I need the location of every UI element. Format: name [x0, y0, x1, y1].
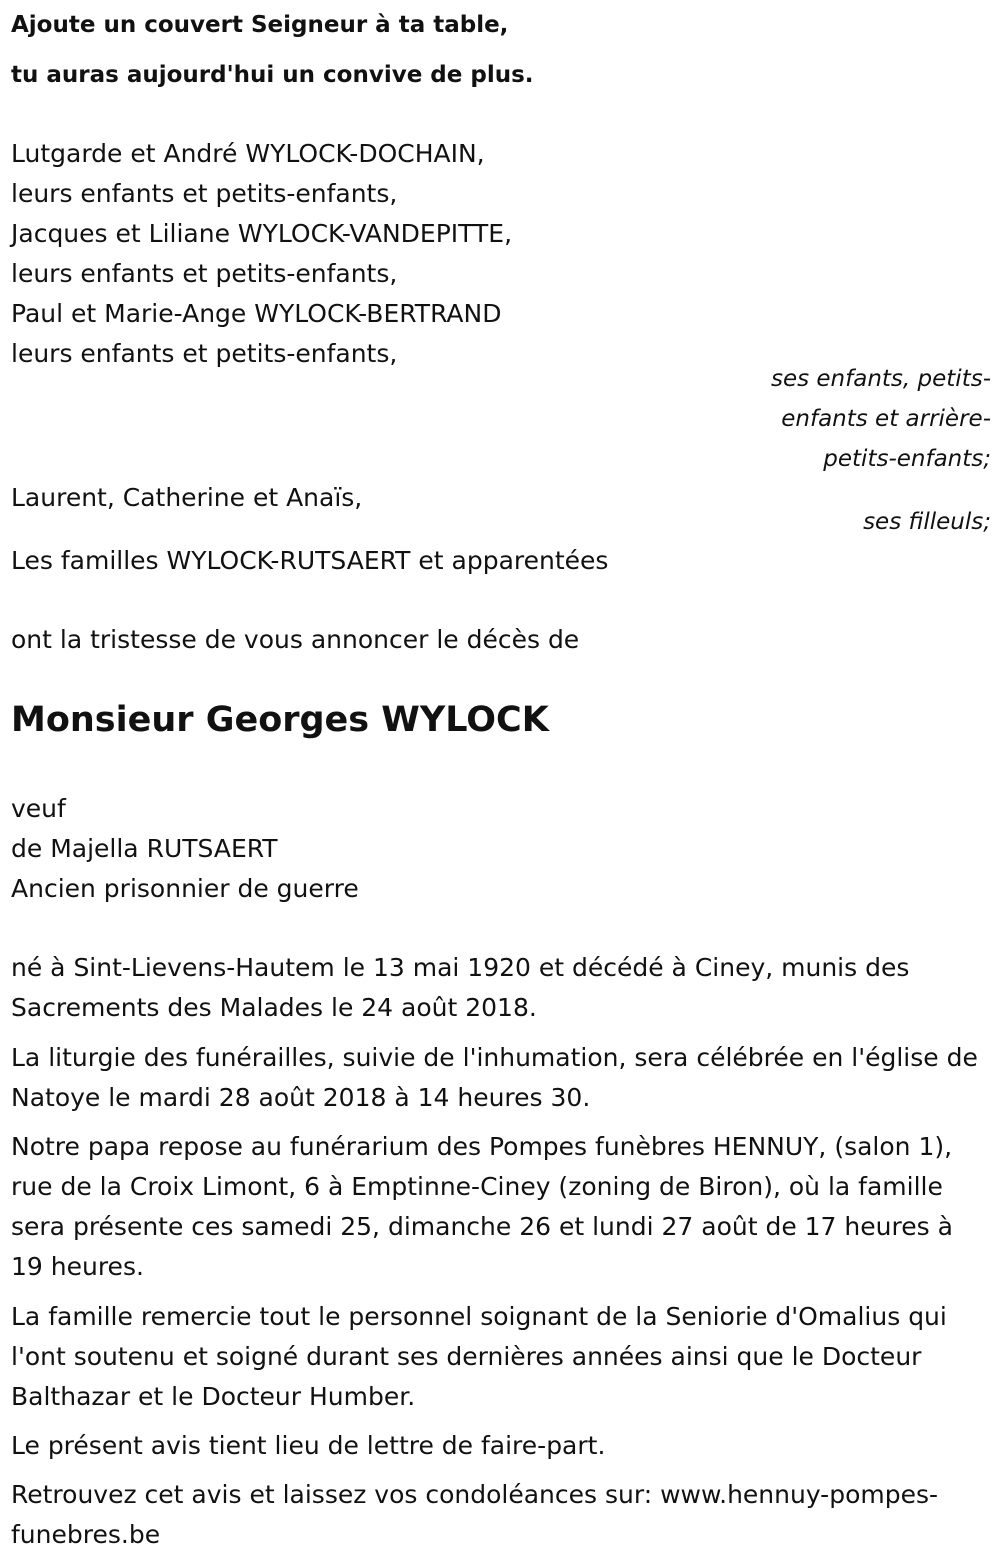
deceased-name: Monsieur Georges WYLOCK [11, 700, 549, 740]
family-line: leurs enfants et petits-enfants, [11, 179, 398, 208]
announcement: ont la tristesse de vous annoncer le décès de [11, 625, 580, 654]
paragraph-birth-death: né à Sint-Lievens-Hautem le 13 mai 1920 et décédé à Ciney, munis des Sacrements des Malades le 24 août 2018. [11, 953, 910, 1022]
role-children: petits-enfants; [823, 446, 991, 472]
family-line: Lutgarde et André WYLOCK-DOCHAIN, [11, 139, 485, 168]
paragraph-thanks: La famille remercie tout le personnel soignant de la Seniorie d'Omalius qui l'ont soutenu et soigné durant ses dernières années ainsi que le Docteur Balthazar et le Docteur Humber. [11, 1302, 947, 1411]
family-line: leurs enfants et petits-enfants, [11, 339, 398, 368]
godchildren-line: Laurent, Catherine et Anaïs, [11, 483, 363, 512]
paragraph-liturgy: La liturgie des funérailles, suivie de l'inhumation, sera célébrée en l'église de Natoye le mardi 28 août 2018 à 14 heures 30. [11, 1043, 978, 1112]
family-line: Paul et Marie-Ange WYLOCK-BERTRAND [11, 299, 502, 328]
quote-line-2: tu auras aujourd'hui un convive de plus. [11, 62, 534, 88]
deceased-detail: Ancien prisonnier de guerre [11, 874, 359, 903]
family-line: leurs enfants et petits-enfants, [11, 259, 398, 288]
role-children: ses enfants, petits- [770, 366, 991, 392]
deceased-detail: veuf [11, 794, 66, 823]
quote-line-1: Ajoute un couvert Seigneur à ta table, [11, 12, 509, 38]
role-godchildren: ses filleuls; [863, 509, 991, 535]
paragraph-condolences: Retrouvez cet avis et laissez vos condoléances sur: www.hennuy-pompes-funebres.be [11, 1480, 939, 1549]
role-children: enfants et arrière- [781, 406, 991, 432]
family-line: Jacques et Liliane WYLOCK-VANDEPITTE, [11, 219, 513, 248]
families-line: Les familles WYLOCK-RUTSAERT et apparentées [11, 546, 609, 575]
paragraph-funerarium: Notre papa repose au funérarium des Pompes funèbres HENNUY, (salon 1), rue de la Croix Limont, 6 à Emptinne-Ciney (zoning de Biron), où la famille sera présente ces samedi 25, dimanche 26 et lundi 27 août de 17 heures à 19 heures. [11, 1132, 953, 1281]
deceased-detail: de Majella RUTSAERT [11, 834, 278, 863]
paragraph-notice: Le présent avis tient lieu de lettre de faire-part. [11, 1431, 606, 1460]
